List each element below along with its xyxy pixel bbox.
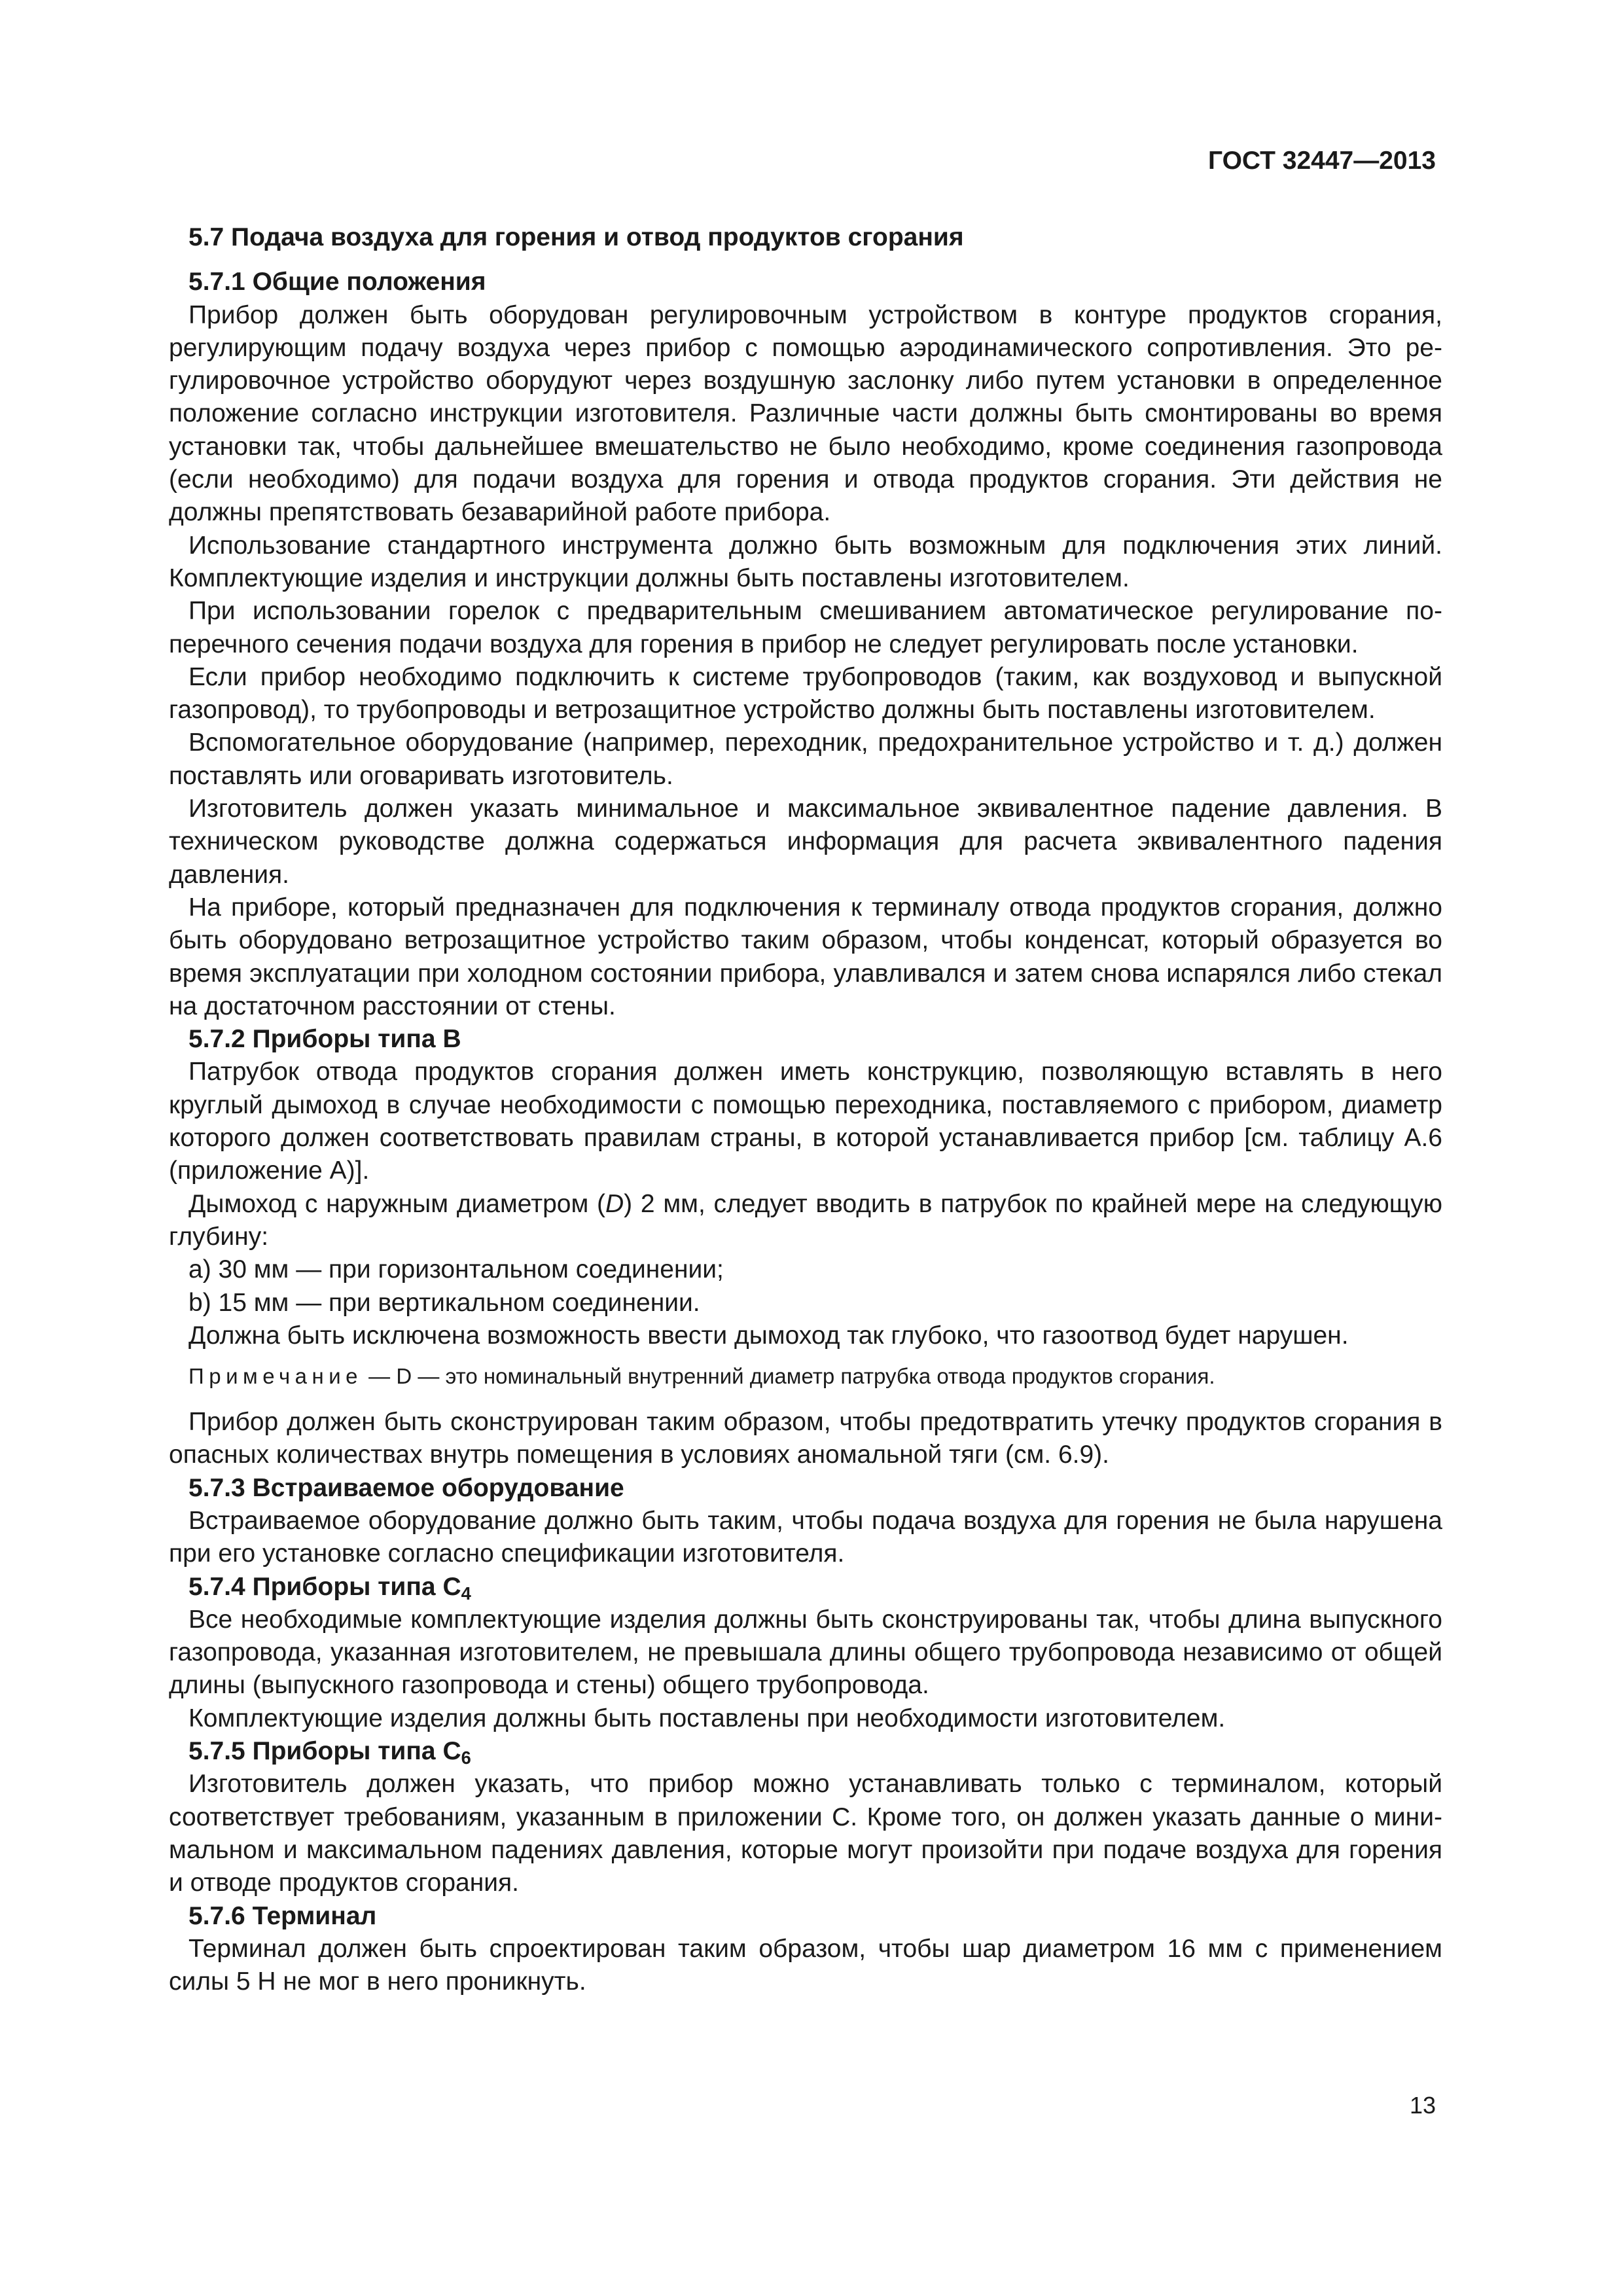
document-body	[169, 221, 1442, 1998]
section-heading-5-7: 5.7 Подача воздуха для горения и отвод продуктов сгорания	[188, 223, 964, 251]
paragraph: Если прибор необходимо подключить к системе трубопроводов (таким, как воздуховод и выпускной газопровод), то трубопроводы и ветрозащитное устройство должны быть поставлены изготовителем.	[169, 662, 1442, 725]
heading-text: 5.7.4 Приборы типа C	[188, 1572, 461, 1601]
paragraph: На приборе, который предназначен для подключения к терминалу отвода продуктов сгорания, должно быть оборудовано ветрозащитное устройство таким образом, чтобы конденсат, который образуется во время эксплуатации при холодном состоянии прибора, улавливался и затем снова испарялся либо стекал на достаточном расстоянии от стены.	[169, 893, 1442, 1020]
paragraph: Все необходимые комплектующие изделия должны быть сконструированы так, чтобы длина выпускного газопровода, указанная изготовителем, не превышала длины общего трубопровода независимо от общей длины (выпускного газопровода и стены) общего трубопровода.	[169, 1605, 1442, 1700]
paragraph: Прибор должен быть сконструирован таким образом, чтобы предотвратить утечку продуктов сгорания в опасных количествах внутрь помещения в условиях аномальной тяги (см. 6.9).	[169, 1408, 1442, 1469]
list-item: а) 30 мм — при горизонтальном соединении;	[188, 1255, 724, 1284]
paragraph: Терминал должен быть спроектирован таким образом, чтобы шар диаметром 16 мм с применением силы 5 Н не мог в него проникнуть.	[169, 1934, 1442, 1996]
section-heading-5-7-3: 5.7.3 Встраиваемое оборудование	[188, 1473, 624, 1502]
paragraph-part: Дымоход с наружным диаметром (	[188, 1189, 605, 1218]
paragraph: Встраиваемое оборудование должно быть таким, чтобы подача воздуха для горения не была нарушена при его установке согласно спецификации изготовителя.	[169, 1506, 1442, 1568]
paragraph: Патрубок отвода продуктов сгорания должен иметь конструкцию, позволяющую вставлять в него круглый дымоход в случае необходимости с помощью переходника, поставляемого с прибором, диаметр которого должен соответствовать правилам страны, в которой устанавливается прибор [см. таблицу А.6 (приложение А)].	[169, 1058, 1442, 1185]
section-heading-5-7-6: 5.7.6 Терминал	[188, 1901, 377, 1930]
paragraph-part: ) 2 мм, следует вводить в патрубок по крайней мере на следующую глубину:	[169, 1189, 1443, 1251]
paragraph: Должна быть исключена возможность ввести дымоход так глубоко, что газоотвод будет нарушен.	[188, 1321, 1349, 1350]
heading-subscript: 6	[461, 1747, 471, 1768]
section-heading-5-7-4	[169, 1571, 1442, 1604]
paragraph: Прибор должен быть оборудован регулировочным устройством в контуре продуктов сгорания, регулирующим подачу воздуха через прибор с помощью аэродинамического сопротивления. Это регулировочное устройство оборудуют через воздушную заслонку либо путем установки в определенное положение согласно инструкции изготовителя. Различные части должны быть смонтированы во время установки так, чтобы дальнейшее вмешательство не было необходимо, кроме соединения газопровода (если необходимо) для подачи воздуха для горения и отвода продуктов сгорания. Эти действия не должны препятствовать безаварийной работе прибора.	[169, 300, 1442, 527]
document-code: ГОСТ 32447—2013	[1208, 147, 1436, 175]
paragraph: Вспомогательное оборудование (например, переходник, предохранительное устройство и т. д.) должен поставлять или оговаривать изготовитель.	[169, 728, 1442, 790]
paragraph: Использование стандартного инструмента должно быть возможным для подключения этих линий. Комплектующие изделия и инструкции должны быть поставлены изготовителем.	[169, 531, 1442, 592]
heading-subscript: 4	[461, 1583, 471, 1604]
heading-text: 5.7.5 Приборы типа C	[188, 1737, 461, 1766]
note-label: Примечание	[188, 1364, 363, 1389]
paragraph: Изготовитель должен указать, что прибор можно устанавливать только с терминалом, который соответствует требованиям, указанным в приложении С. Кроме того, он должен указать данные о минимальном и максимальном падениях давления, которые могут произойти при подаче воздуха для горения и отводе продуктов сгорания.	[169, 1770, 1442, 1897]
paragraph: Комплектующие изделия должны быть поставлены при необходимости изготовителем.	[188, 1704, 1226, 1732]
list-item: b) 15 мм — при вертикальном соединении.	[188, 1288, 700, 1317]
paragraph: Изготовитель должен указать минимальное и максимальное эквивалентное падение давления. В техническом руководстве должна содержаться информация для расчета эквивалентного падения давления.	[169, 795, 1442, 889]
note-text: — D — это номинальный внутренний диаметр патрубка отвода продуктов сгорания.	[363, 1364, 1215, 1389]
section-heading-5-7-1: 5.7.1 Общие положения	[188, 268, 486, 296]
section-heading-5-7-5	[169, 1735, 1442, 1768]
section-heading-5-7-2: 5.7.2 Приборы типа B	[188, 1025, 461, 1054]
paragraph	[169, 1188, 1442, 1254]
paragraph: При использовании горелок с предварительным смешиванием автоматическое регулирование поперечного сечения подачи воздуха для горения в прибор не следует регулировать после установки.	[169, 597, 1442, 658]
variable-d: D	[605, 1189, 624, 1218]
note	[169, 1360, 1442, 1393]
page-number: 13	[1409, 2092, 1436, 2119]
